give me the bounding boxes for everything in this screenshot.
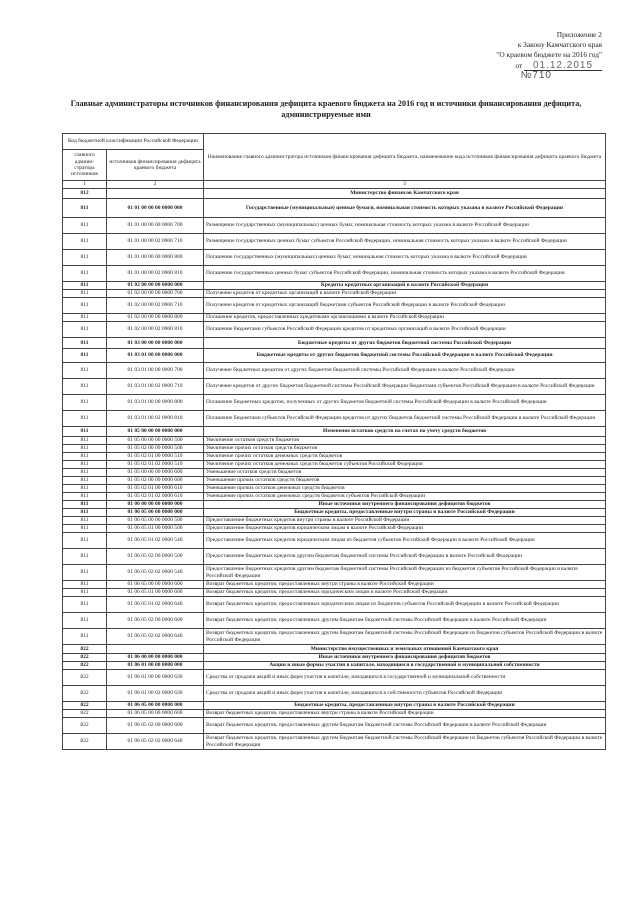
admin-code-cell: 811: [63, 218, 107, 234]
admin-code-cell: 811: [63, 379, 107, 395]
name-cell: Предоставление бюджетных кредитов внутри страны в валюте Российской Федерации: [204, 517, 606, 525]
source-code-cell: 01 01 00 00 02 0000 710: [107, 234, 204, 250]
appendix-line-2: к Закону Камчатского края: [517, 40, 602, 50]
admin-code-cell: 811: [63, 453, 107, 461]
name-cell: Возврат бюджетных кредитов, предоставленных другим бюджетам бюджетной системы Российской Федерации в валюте Российской Федерации: [204, 613, 606, 629]
table-row: [63, 702, 606, 710]
column-number-2: 2: [107, 181, 204, 189]
name-cell: Иные источники внутреннего финансирования дефицитов бюджетов: [204, 501, 606, 509]
source-code-cell: 01 05 02 01 00 0000 610: [107, 485, 204, 493]
admin-code-cell: 822: [63, 734, 107, 750]
admin-code-cell: 811: [63, 477, 107, 485]
admin-code-cell: 822: [63, 702, 107, 710]
admin-code-cell: 811: [63, 501, 107, 509]
admin-code-cell: 811: [63, 234, 107, 250]
name-cell: Получение бюджетных кредитов от других бюджетов бюджетной системы Российской Федерации в валюте Российской Федерации: [204, 363, 606, 379]
admin-code-cell: 822: [63, 718, 107, 734]
name-cell: Возврат бюджетных кредитов, предоставленных другим бюджетам бюджетной системы Российской Федерации из бюджетов субъектов Российской Федерации в валюте Российской Федерации: [204, 629, 606, 645]
name-cell: Бюджетные кредиты от других бюджетов бюджетной системы Российской Федерации: [204, 338, 606, 349]
admin-code-cell: 811: [63, 461, 107, 469]
name-cell: Уменьшение остатков средств бюджетов: [204, 469, 606, 477]
table-row: [63, 525, 606, 533]
name-cell: Получение кредитов от кредитных организаций в валюте Российской Федерации: [204, 290, 606, 298]
name-cell: Возврат бюджетных кредитов, предоставленных внутри страны в валюте Российской Федерации: [204, 581, 606, 589]
number-prefix: №: [520, 69, 533, 81]
name-cell: Уменьшение прочих остатков средств бюджетов: [204, 477, 606, 485]
admin-code-cell: 811: [63, 411, 107, 427]
name-cell: Размещение государственных (муниципальных) ценных бумаг, номинальная стоимость которых указана в валюте Российской Федерации: [204, 218, 606, 234]
appendix-line-1: Приложение 2: [556, 30, 602, 39]
name-cell: Предоставление бюджетных кредитов юридическим лицам в валюте Российской Федерации: [204, 525, 606, 533]
source-code-cell: 01 02 00 00 00 0000 800: [107, 314, 204, 322]
source-code-cell: [107, 645, 204, 654]
appendix-date-line: [402, 61, 602, 71]
table-row: [63, 613, 606, 629]
column-number-1: 1: [63, 181, 107, 189]
admin-code-cell: 811: [63, 363, 107, 379]
table-row: [63, 445, 606, 453]
admin-code-cell: 811: [63, 437, 107, 445]
admin-code-cell: 811: [63, 565, 107, 581]
table-row: [63, 349, 606, 363]
table-row: [63, 533, 606, 549]
source-code-cell: 01 05 02 00 00 0000 500: [107, 445, 204, 453]
table-row: [63, 517, 606, 525]
name-cell: Увеличение остатков средств бюджетов: [204, 437, 606, 445]
table-row: [63, 645, 606, 654]
name-cell: Бюджетные кредиты от других бюджетов бюджетной системы Российской Федерации в валюте Российской Федерации: [204, 349, 606, 363]
table-row: [63, 189, 606, 199]
admin-code-cell: 811: [63, 509, 107, 517]
table-row: [63, 597, 606, 613]
table-row: [63, 710, 606, 718]
admin-code-cell: 811: [63, 629, 107, 645]
name-cell: Уменьшение прочих остатков денежных средств бюджетов субъектов Российской Федерации: [204, 493, 606, 501]
handwritten-date: 01.12.2015: [524, 61, 602, 71]
source-code-cell: 01 06 05 02 00 0000 600: [107, 718, 204, 734]
name-cell: Погашение государственных (муниципальных) ценных бумаг, номинальная стоимость которых указана в валюте Российской Федерации: [204, 250, 606, 266]
table-row: [63, 629, 606, 645]
admin-code-cell: 811: [63, 314, 107, 322]
source-code-cell: 01 01 00 00 00 0000 700: [107, 218, 204, 234]
name-cell: Иные источники внутреннего финансирования дефицитов бюджетов: [204, 654, 606, 662]
name-cell: Средства от продажи акций и иных форм участия в капитале, находящихся в собственности субъектов Российской Федерации: [204, 686, 606, 702]
source-code-cell: 01 05 00 00 00 0000 500: [107, 437, 204, 445]
name-cell: Акции и иные формы участия в капитале, находящиеся в государственной и муниципальной собственности: [204, 662, 606, 670]
table-row: [63, 501, 606, 509]
admin-code-cell: 811: [63, 266, 107, 282]
handwritten-number: 710: [532, 69, 552, 81]
source-code-cell: 01 02 00 00 00 0000 700: [107, 290, 204, 298]
sources-table: [62, 133, 606, 750]
header-admin-column: главного админи-стратора источников: [63, 150, 107, 181]
name-cell: Погашение бюджетных кредитов, полученных от других бюджетов бюджетной системы Российской Федерации в валюте Российской Федерации: [204, 395, 606, 411]
name-cell: Размещение государственных ценных бумаг субъектов Российской Федерации, номинальная стоимость которых указана в валюте Российской Федерации: [204, 234, 606, 250]
header-budget-classification: Код бюджетной классификации Российской Федерации: [63, 134, 204, 150]
source-code-cell: 01 03 01 00 02 0000 810: [107, 411, 204, 427]
table-row: [63, 565, 606, 581]
name-cell: Погашение государственных ценных бумаг субъектов Российской Федерации, номинальная стоимость которых указана в валюте Российской Федерации: [204, 266, 606, 282]
source-code-cell: 01 03 01 00 00 0000 700: [107, 363, 204, 379]
admin-code-cell: 811: [63, 517, 107, 525]
table-header-row-1: [63, 134, 606, 150]
table-row: [63, 218, 606, 234]
table-row: [63, 549, 606, 565]
admin-code-cell: 811: [63, 589, 107, 597]
name-cell: Уменьшение прочих остатков денежных средств бюджетов: [204, 485, 606, 493]
table-row: [63, 314, 606, 322]
name-cell: Бюджетные кредиты, предоставленные внутри страны в валюте Российской Федерации: [204, 702, 606, 710]
admin-code-cell: 822: [63, 662, 107, 670]
admin-code-cell: 822: [63, 670, 107, 686]
name-cell: Министерство имущественных и земельных отношений Камчатского края: [204, 645, 606, 654]
table-row: [63, 290, 606, 298]
source-code-cell: 01 05 02 01 02 0000 610: [107, 493, 204, 501]
source-code-cell: 01 06 00 00 00 0000 000: [107, 654, 204, 662]
name-cell: Предоставление бюджетных кредитов другим бюджетам бюджетной системы Российской Федерации в валюте Российской Федерации: [204, 549, 606, 565]
table-row: [63, 453, 606, 461]
appendix-number-line: [402, 71, 602, 81]
table-row: [63, 266, 606, 282]
source-code-cell: 01 05 02 01 00 0000 510: [107, 453, 204, 461]
table-row: [63, 670, 606, 686]
source-code-cell: 01 06 05 02 02 0000 640: [107, 629, 204, 645]
admin-code-cell: 811: [63, 349, 107, 363]
name-cell: Получение кредитов от кредитных организаций бюджетами субъектов Российской Федерации в валюте Российской Федерации: [204, 298, 606, 314]
admin-code-cell: 822: [63, 686, 107, 702]
source-code-cell: 01 06 05 02 00 0000 600: [107, 613, 204, 629]
appendix-block: [402, 30, 602, 81]
name-cell: Получение кредитов от других бюджетов бюджетной системы Российской Федерации бюджетами субъектов Российской Федерации в валюте Российской Федерации: [204, 379, 606, 395]
source-code-cell: 01 05 02 01 02 0000 510: [107, 461, 204, 469]
table-row: [63, 234, 606, 250]
document-title: Главные администраторы источников финансирования дефицита краевого бюджета на 2016 год и источники финансирования дефицита, администрируемые ими: [70, 99, 582, 119]
header-source-column: источников финансирования дефицита краевого бюджета: [107, 150, 204, 181]
admin-code-cell: 811: [63, 282, 107, 290]
source-code-cell: 01 06 05 02 00 0000 500: [107, 549, 204, 565]
admin-code-cell: 811: [63, 250, 107, 266]
admin-code-cell: 811: [63, 445, 107, 453]
table-row: [63, 734, 606, 750]
table-row: [63, 718, 606, 734]
source-code-cell: 01 06 05 02 02 0000 640: [107, 734, 204, 750]
admin-code-cell: 811: [63, 427, 107, 437]
source-code-cell: 01 06 01 00 00 0000 630: [107, 670, 204, 686]
admin-code-cell: 811: [63, 485, 107, 493]
table-row: [63, 322, 606, 338]
admin-code-cell: 811: [63, 322, 107, 338]
source-code-cell: 01 06 05 01 00 0000 500: [107, 525, 204, 533]
name-cell: Увеличение прочих остатков денежных средств бюджетов субъектов Российской Федерации: [204, 461, 606, 469]
table-row: [63, 485, 606, 493]
admin-code-cell: 812: [63, 189, 107, 199]
source-code-cell: 01 06 05 00 00 0000 000: [107, 702, 204, 710]
name-cell: Предоставление бюджетных кредитов юридическим лицам из бюджетов субъектов Российской Федерации в валюте Российской Федерации: [204, 533, 606, 549]
table-row: [63, 250, 606, 266]
table-body: [63, 189, 606, 750]
source-code-cell: 01 03 01 00 02 0000 710: [107, 379, 204, 395]
date-prefix: от: [515, 60, 523, 70]
name-cell: Погашение кредитов, предоставленных кредитными организациями в валюте Российской Федерации: [204, 314, 606, 322]
table-row: [63, 469, 606, 477]
table-row: [63, 199, 606, 218]
source-code-cell: 01 06 05 00 00 0000 600: [107, 581, 204, 589]
table-row: [63, 477, 606, 485]
name-cell: Возврат бюджетных кредитов, предоставленных другим бюджетам бюджетной системы Российской Федерации из бюджетов субъектов Российской Федерации в валюте Российской Федерации: [204, 734, 606, 750]
source-code-cell: 01 06 00 00 00 0000 000: [107, 501, 204, 509]
table-row: [63, 379, 606, 395]
source-code-cell: 01 02 00 00 02 0000 810: [107, 322, 204, 338]
admin-code-cell: 811: [63, 549, 107, 565]
source-code-cell: 01 05 02 00 00 0000 600: [107, 477, 204, 485]
name-cell: Бюджетные кредиты, предоставленные внутри страны в валюте Российской Федерации: [204, 509, 606, 517]
source-code-cell: 01 05 00 00 00 0000 600: [107, 469, 204, 477]
table-row: [63, 493, 606, 501]
name-cell: Увеличение прочих остатков средств бюджетов: [204, 445, 606, 453]
admin-code-cell: 811: [63, 338, 107, 349]
header-name-column: Наименование главного администратора источников финансирования дефицита бюджета, наименование кода источников финансирования дефицита краевого бюджета: [204, 134, 606, 181]
admin-code-cell: 811: [63, 395, 107, 411]
name-cell: Погашение бюджетами субъектов Российской Федерации кредитов от кредитных организаций в валюте Российской Федерации: [204, 322, 606, 338]
table-row: [63, 395, 606, 411]
admin-code-cell: 822: [63, 645, 107, 654]
admin-code-cell: 811: [63, 290, 107, 298]
source-code-cell: 01 06 01 00 02 0000 630: [107, 686, 204, 702]
admin-code-cell: 811: [63, 597, 107, 613]
table-row: [63, 686, 606, 702]
source-code-cell: 01 01 00 00 00 0000 800: [107, 250, 204, 266]
source-code-cell: 01 06 05 00 00 0000 500: [107, 517, 204, 525]
table-row: [63, 298, 606, 314]
source-code-cell: 01 05 00 00 00 0000 000: [107, 427, 204, 437]
name-cell: Государственные (муниципальные) ценные бумаги, номинальная стоимость которых указана в валюте Российской Федерации: [204, 199, 606, 218]
admin-code-cell: 811: [63, 298, 107, 314]
column-number-row: [63, 181, 606, 189]
admin-code-cell: 811: [63, 581, 107, 589]
source-code-cell: 01 01 00 00 02 0000 810: [107, 266, 204, 282]
table-row: [63, 581, 606, 589]
name-cell: Средства от продажи акций и иных форм участия в капитале, находящихся в государственной и муниципальной собственности: [204, 670, 606, 686]
source-code-cell: 01 06 05 02 02 0000 540: [107, 565, 204, 581]
source-code-cell: 01 06 05 00 00 0000 600: [107, 710, 204, 718]
source-code-cell: 01 06 05 01 00 0000 600: [107, 589, 204, 597]
admin-code-cell: 822: [63, 654, 107, 662]
admin-code-cell: 811: [63, 613, 107, 629]
name-cell: Изменение остатков средств на счетах по учету средств бюджетов: [204, 427, 606, 437]
admin-code-cell: 811: [63, 525, 107, 533]
name-cell: Министерство финансов Камчатского края: [204, 189, 606, 199]
source-code-cell: 01 02 00 00 00 0000 000: [107, 282, 204, 290]
name-cell: Возврат бюджетных кредитов, предоставленных внутри страны в валюте Российской Федерации: [204, 710, 606, 718]
table-row: [63, 338, 606, 349]
name-cell: Предоставление бюджетных кредитов другим бюджетам бюджетной системы Российской Федерации из бюджетов субъектов Российской Федерации в валюте Российской Федерации: [204, 565, 606, 581]
admin-code-cell: 811: [63, 493, 107, 501]
name-cell: Возврат бюджетных кредитов, предоставленных юридическим лицам из бюджетов субъектов Российской Федерации в валюте Российской Федерации: [204, 597, 606, 613]
admin-code-cell: 811: [63, 469, 107, 477]
table-row: [63, 461, 606, 469]
table-row: [63, 589, 606, 597]
name-cell: Кредиты кредитных организаций в валюте Российской Федерации: [204, 282, 606, 290]
name-cell: Возврат бюджетных кредитов, предоставленных другим бюджетам бюджетной системы Российской Федерации в валюте Российской Федерации: [204, 718, 606, 734]
source-code-cell: 01 03 01 00 00 0000 000: [107, 349, 204, 363]
admin-code-cell: 811: [63, 199, 107, 218]
admin-code-cell: 811: [63, 533, 107, 549]
source-code-cell: 01 06 05 01 02 0000 540: [107, 533, 204, 549]
source-code-cell: 01 02 00 00 02 0000 710: [107, 298, 204, 314]
table-row: [63, 427, 606, 437]
name-cell: Возврат бюджетных кредитов, предоставленных юридическим лицам в валюте Российской Федерации: [204, 589, 606, 597]
source-code-cell: [107, 189, 204, 199]
source-code-cell: 01 03 00 00 00 0000 000: [107, 338, 204, 349]
column-number-3: 3: [204, 181, 606, 189]
admin-code-cell: 822: [63, 710, 107, 718]
table-row: [63, 363, 606, 379]
appendix-line-3: "О краевом бюджете на 2016 год": [496, 50, 602, 60]
source-code-cell: 01 06 01 00 00 0000 000: [107, 662, 204, 670]
name-cell: Увеличение прочих остатков денежных средств бюджетов: [204, 453, 606, 461]
table-row: [63, 509, 606, 517]
source-code-cell: 01 06 05 00 00 0000 000: [107, 509, 204, 517]
name-cell: Погашение бюджетами субъектов Российской Федерации кредитов от других бюджетов бюджетной системы Российской Федерации в валюте Российской Федерации: [204, 411, 606, 427]
table-row: [63, 654, 606, 662]
table-row: [63, 411, 606, 427]
table-row: [63, 282, 606, 290]
table-row: [63, 437, 606, 445]
table-row: [63, 662, 606, 670]
source-code-cell: 01 01 00 00 00 0000 000: [107, 199, 204, 218]
source-code-cell: 01 03 01 00 00 0000 800: [107, 395, 204, 411]
source-code-cell: 01 06 05 01 02 0000 640: [107, 597, 204, 613]
